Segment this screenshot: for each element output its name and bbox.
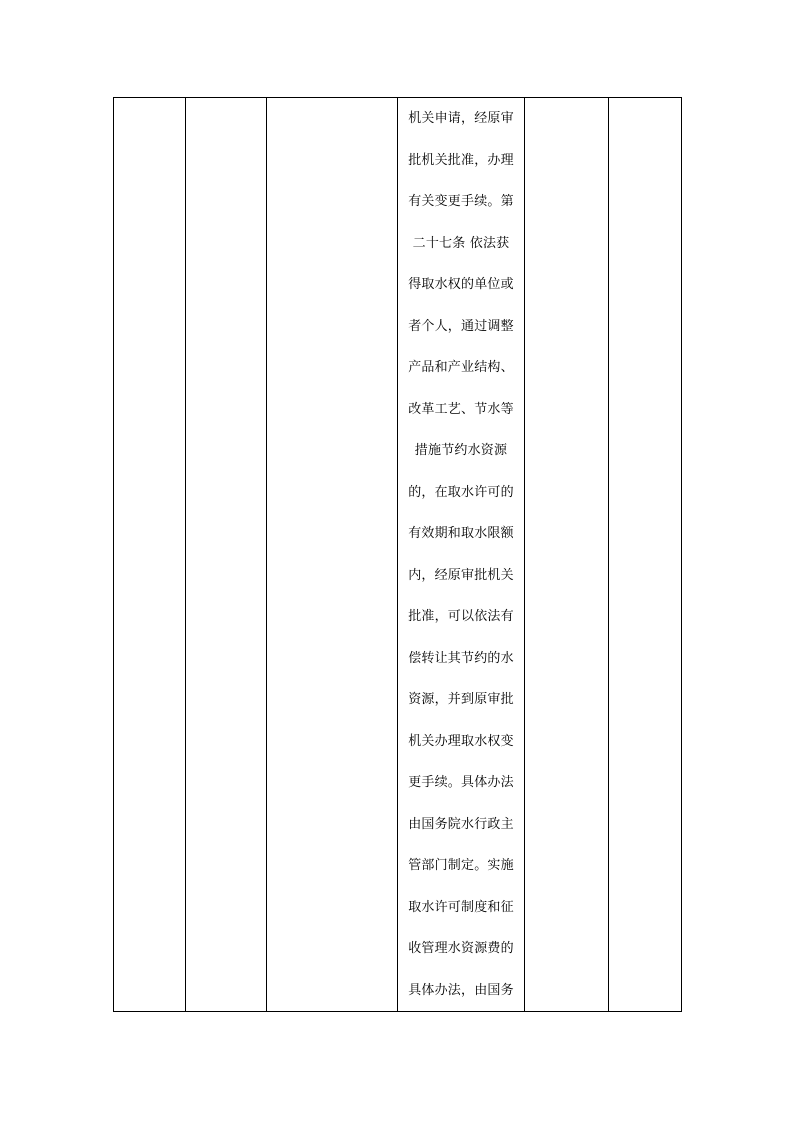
text-line: 偿转让其节约的水 <box>408 650 514 666</box>
text-line: 者个人，通过调整 <box>408 318 514 334</box>
text-line: 由国务院水行政主 <box>408 816 514 832</box>
table-cell-col5 <box>525 98 609 1012</box>
text-line: 措施节约水资源 <box>414 443 508 458</box>
text-line: 二十七条 依法获 <box>412 235 510 251</box>
table-cell-legal-text <box>398 98 525 1012</box>
text-line: 管部门制定。实施 <box>408 858 514 873</box>
text-line: 批准，可以依法有 <box>408 609 514 624</box>
text-line: 收管理水资源费的 <box>408 941 514 956</box>
legal-text-block <box>398 98 524 1011</box>
text-line: 具体办法，由国务 <box>408 982 514 998</box>
text-line: 更手续。具体办法 <box>408 775 514 790</box>
text-line: 改革工艺、节水等 <box>408 401 514 417</box>
table-cell-col2 <box>186 98 267 1012</box>
text-line: 内，经原审批机关 <box>408 567 514 583</box>
text-line: 取水许可制度和征 <box>408 899 514 915</box>
text-line: 机关办理取水权变 <box>408 733 514 749</box>
text-line: 产品和产业结构、 <box>408 360 514 375</box>
text-line: 机关申请，经原审 <box>408 111 514 126</box>
text-line: 得取水权的单位或 <box>408 277 514 292</box>
text-line: 的，在取水许可的 <box>408 484 514 500</box>
text-line: 资源，并到原审批 <box>408 692 514 707</box>
text-line: 批机关批准，办理 <box>408 152 514 168</box>
table-cell-col3 <box>267 98 398 1012</box>
text-line: 有效期和取水限额 <box>408 526 514 541</box>
table-cell-col6 <box>609 98 682 1012</box>
regulation-table <box>113 97 682 1012</box>
table-row <box>114 98 682 1012</box>
text-line: 有关变更手续。第 <box>408 194 514 209</box>
table-cell-col1 <box>114 98 186 1012</box>
